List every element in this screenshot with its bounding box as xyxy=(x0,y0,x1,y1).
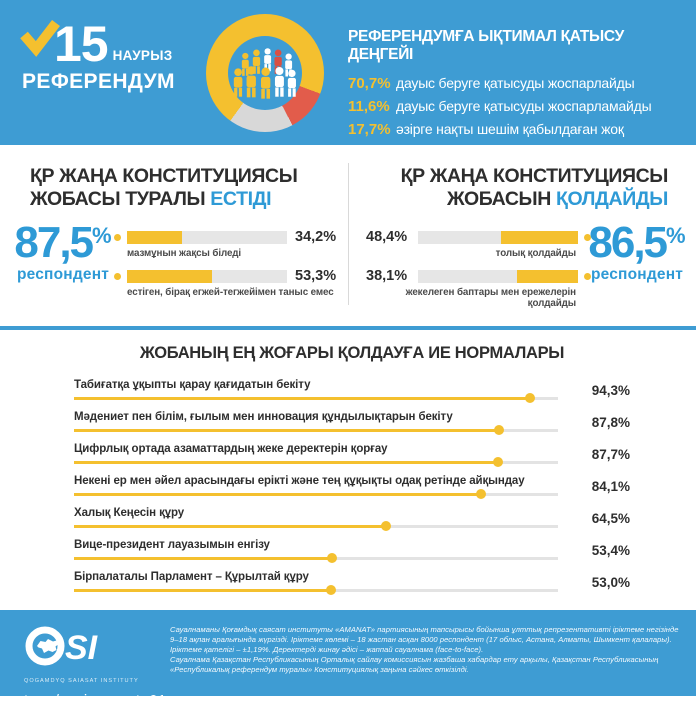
bar-end-dot-icon xyxy=(327,553,337,563)
big-unit: % xyxy=(92,223,112,248)
ranking-row-label: Цифрлық ортада азаматтардың жеке деректерін қорғау xyxy=(74,443,388,455)
ranking-row-value: 53,4% xyxy=(591,542,630,558)
bar-label: толық қолдайды xyxy=(495,248,576,259)
stat-label: дауыс беруге қатысуды жоспарламайды xyxy=(396,98,652,114)
stat-label: дауыс беруге қатысуды жоспарлайды xyxy=(396,75,635,91)
support-total xyxy=(586,218,688,284)
methodology-line: 9–18 ақпан аралығында жүргізді. Іріктеме көлемі – 18 жастан асқан 8000 респондент (17 облыс, Астана, Алматы, Шымкент қалалары). xyxy=(170,635,672,644)
bar-value: 38,1% xyxy=(366,268,408,284)
ranking-row-value: 53,0% xyxy=(591,574,630,590)
bar-end-dot-icon xyxy=(476,489,486,499)
ranking-row xyxy=(74,441,630,467)
ranking-row-label: Бірпалаталы Парламент – Құрылтай құру xyxy=(74,571,309,583)
stat-row xyxy=(348,121,692,138)
bar-fill xyxy=(74,589,331,592)
bar-end-dot-icon xyxy=(525,393,535,403)
ranking-title: ЖОБАНЫҢ ЕҢ ЖОҒАРЫ ҚОЛДАУҒА ИЕ НОРМАЛАРЫ xyxy=(139,344,565,362)
stat-row xyxy=(348,98,692,115)
bar-value: 48,4% xyxy=(366,229,408,245)
bar-fill xyxy=(127,270,212,283)
bar-fill xyxy=(517,270,578,283)
ranking-section xyxy=(0,330,696,610)
big-caption: респондент xyxy=(590,266,684,283)
bar-fill xyxy=(501,231,578,244)
ranking-row-value: 64,5% xyxy=(591,510,630,526)
ranking-row xyxy=(74,505,630,531)
methodology-line: Іріктеме қателігі – ±1,19%. Деректерді жинау әдісі – жаппай сауалнама (face-to-face). xyxy=(170,645,484,654)
heard-panel xyxy=(0,145,348,326)
bar-end-dot-icon xyxy=(381,521,391,531)
bar-end-dot-icon xyxy=(493,457,503,467)
bar-value: 53,3% xyxy=(295,268,337,284)
bar-end-dot-icon xyxy=(326,585,336,595)
bar-end-dot-icon xyxy=(494,425,504,435)
footer xyxy=(0,610,696,709)
bar-track xyxy=(127,231,287,244)
bar-track xyxy=(418,231,578,244)
qsi-logo-letters: SI xyxy=(65,629,98,667)
ranking-row-label: Халық Кеңесін құру xyxy=(74,507,185,519)
heard-bars xyxy=(114,229,336,307)
big-value: 86,5 xyxy=(588,218,667,267)
bar-fill xyxy=(74,461,498,464)
ranking-row-value: 84,1% xyxy=(591,478,630,494)
title-highlight: ҚОЛДАЙДЫ xyxy=(555,188,668,210)
header-banner xyxy=(0,0,696,145)
ranking-row xyxy=(74,537,630,563)
support-panel-title xyxy=(401,165,668,211)
bar-row xyxy=(366,268,591,284)
ranking-row-label: Некені ер мен әйел арасындағы ерікті және тең құқықты одақ ретінде айқындау xyxy=(74,475,525,487)
logo-month: НАУРЫЗ xyxy=(112,48,173,63)
title-line2: ЖОБАСЫ ТУРАЛЫ xyxy=(30,188,206,210)
telegram-link[interactable]: t.me/socioexpert_01 xyxy=(24,692,167,709)
bar-row xyxy=(114,229,336,245)
bar-label: мазмұнын жақсы біледі xyxy=(127,248,242,259)
ranking-row-bar xyxy=(74,557,558,560)
logo-day-number: 15 xyxy=(54,16,108,72)
bar-fill xyxy=(74,525,386,528)
ranking-row-bar xyxy=(74,461,558,464)
bar-row xyxy=(114,268,336,284)
bar-fill xyxy=(127,231,182,244)
institute-caption: QOGAMDYQ SAIASAT INSTITUTY xyxy=(24,678,139,684)
ranking-row xyxy=(74,569,630,595)
ranking-row-value: 87,8% xyxy=(591,414,630,430)
bar-label: жекелеген баптары мен ережелерін қолдайды xyxy=(405,287,576,309)
ranking-row-label: Вице-президент лауазымын енгізу xyxy=(74,539,270,551)
ranking-row-bar xyxy=(74,429,558,432)
bar-value: 34,2% xyxy=(295,229,337,245)
ranking-row-label: Мәдениет пен білім, ғылым мен инновация құндылықтарын бекіту xyxy=(74,411,453,423)
bar-start-dot-icon xyxy=(114,234,121,241)
heard-panel-title xyxy=(30,165,297,211)
referendum-logo xyxy=(22,12,204,94)
title-line1: ҚР ЖАҢА КОНСТИТУЦИЯСЫ xyxy=(30,165,298,187)
big-unit: % xyxy=(666,223,686,248)
bar-fill xyxy=(74,557,332,560)
stat-value: 11,6% xyxy=(348,98,390,115)
qsi-logo xyxy=(24,623,100,671)
methodology-note xyxy=(170,623,682,696)
title-highlight: ЕСТІДІ xyxy=(210,188,272,210)
donut-center xyxy=(228,36,302,110)
ranking-row xyxy=(74,377,630,403)
people-group-icon xyxy=(223,42,307,104)
bar-track xyxy=(418,270,578,283)
checkmark-icon xyxy=(20,20,60,61)
ranking-row-bar xyxy=(74,525,558,528)
stat-label: әзірге нақты шешім қабылдаған жоқ xyxy=(396,121,624,137)
title-line2: ЖОБАСЫН xyxy=(447,188,551,210)
ranking-row-bar xyxy=(74,397,558,400)
bar-fill xyxy=(74,429,499,432)
bar-track xyxy=(127,270,287,283)
logo-title: РЕФЕРЕНДУМ xyxy=(22,70,175,93)
ranking-row-bar xyxy=(74,589,558,592)
ranking-row-bar xyxy=(74,493,558,496)
bar-label: естіген, бірақ егжей-тегжейімен таныс емес xyxy=(127,287,334,298)
participation-title: РЕФЕРЕНДУМҒА ЫҚТИМАЛ ҚАТЫСУ ДЕҢГЕЙІ xyxy=(348,28,624,63)
participation-stats xyxy=(348,28,692,144)
constitution-panels xyxy=(0,145,696,326)
methodology-line: «Республикалық референдум туралы» Конституциялық заңына сәйкес өткізілді. xyxy=(170,665,469,674)
bar-row xyxy=(366,229,591,245)
footer-branding xyxy=(24,623,167,709)
ranking-row xyxy=(74,473,630,499)
ranking-row-value: 94,3% xyxy=(591,382,630,398)
ranking-row-label: Табиғатқа ұқыпты қарау қағидатын бекіту xyxy=(74,379,311,391)
big-caption: респондент xyxy=(16,266,110,283)
heard-total xyxy=(12,218,114,284)
bar-fill xyxy=(74,397,530,400)
title-line1: ҚР ЖАҢА КОНСТИТУЦИЯСЫ xyxy=(400,165,668,187)
ranking-row-value: 87,7% xyxy=(591,446,630,462)
methodology-line: Сауалнама Қазақстан Республикасының Орталық сайлау комиссиясын жазбаша хабардар ету арқылы, Қазақстан Республикасының xyxy=(170,655,659,664)
support-bars xyxy=(366,229,591,318)
stat-row xyxy=(348,75,692,92)
bar-start-dot-icon xyxy=(114,273,121,280)
big-value: 87,5 xyxy=(14,218,93,267)
support-panel xyxy=(348,145,696,326)
bar-fill xyxy=(74,493,481,496)
participation-donut-chart xyxy=(206,14,324,132)
stat-value: 17,7% xyxy=(348,121,391,138)
stat-value: 70,7% xyxy=(348,75,391,92)
ranking-row xyxy=(74,409,630,435)
methodology-line: Сауалнаманы Қоғамдық саясат институты «AMANAT» партиясының тапсырысы бойынша ұлттық репрезентативті іріктеме негізінде xyxy=(170,625,679,634)
